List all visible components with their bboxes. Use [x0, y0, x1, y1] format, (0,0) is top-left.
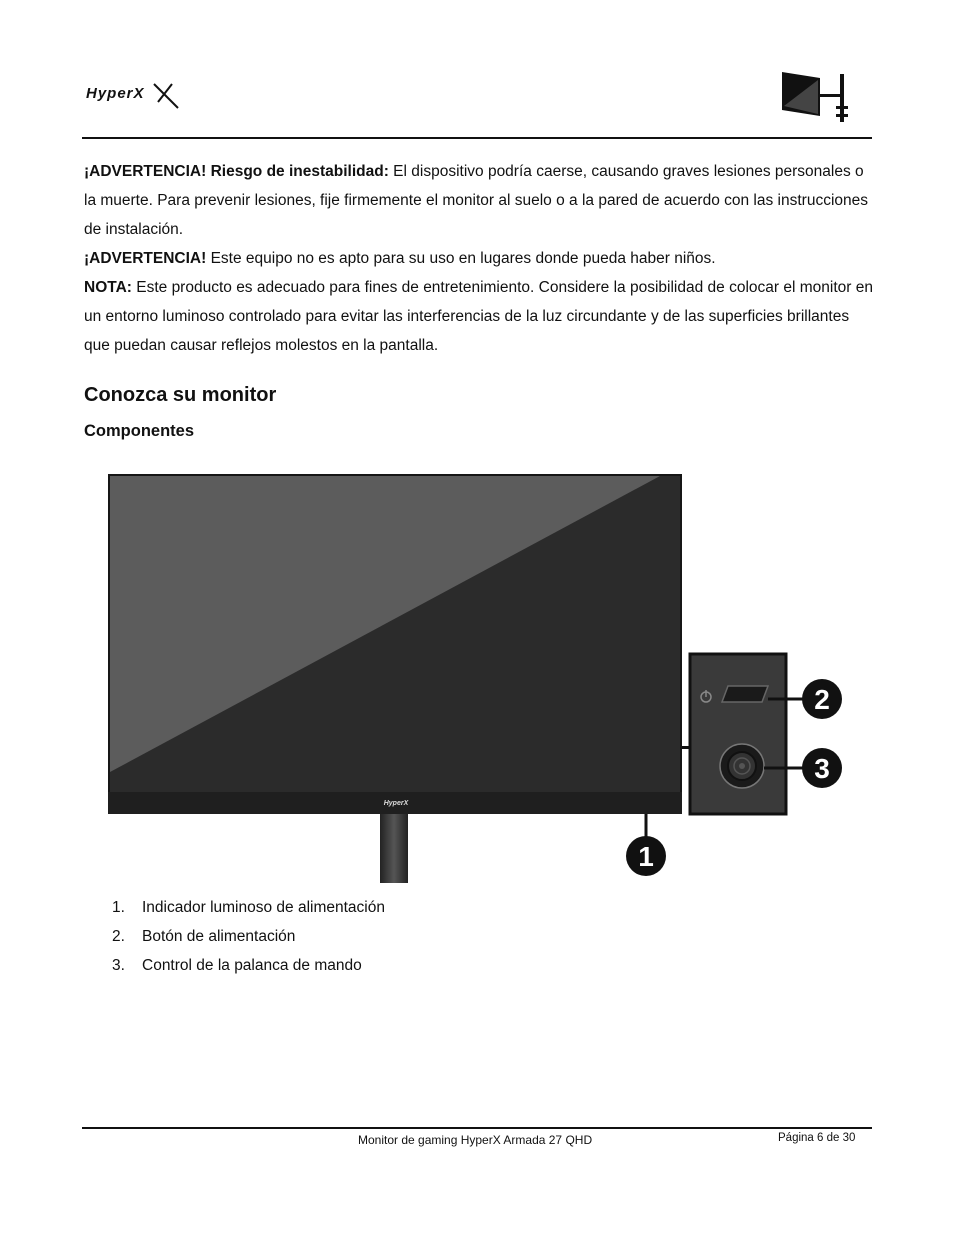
subsection-title: Componentes	[84, 422, 195, 440]
footer-rule	[82, 1127, 872, 1129]
monitor-arm-icon	[780, 70, 850, 124]
warning-label: ¡ADVERTENCIA!	[84, 250, 207, 267]
callout-3-label: 3	[814, 753, 830, 784]
footer-page-number: Página 6 de 30	[778, 1132, 856, 1144]
note-label: NOTA:	[84, 279, 132, 296]
monitor-figure	[100, 468, 860, 888]
list-item: 1. Indicador luminoso de alimentación	[112, 899, 385, 916]
warning-text: El dispositivo podría caerse, causando graves lesiones personales o la muerte. Para prevenir lesiones, fije firmemente el monitor al suelo o a la pared de acuerdo con las instrucciones de instalación.	[84, 163, 869, 238]
warning-children	[84, 244, 874, 273]
logo-text: HyperX	[86, 85, 145, 102]
warnings-block	[84, 157, 874, 360]
components-list	[112, 893, 385, 980]
list-item: 3. Control de la palanca de mando	[112, 957, 362, 974]
warning-instability	[84, 157, 874, 244]
note-text: Este producto es adecuado para fines de entretenimiento. Considere la posibilidad de colocar el monitor en un entorno luminoso controlado para evitar las interferencias de la luz circundante y de las superficies brillantes que puedan causar reflejos molestos en la pantalla.	[84, 279, 873, 354]
joystick-icon	[720, 744, 764, 788]
note	[84, 273, 874, 360]
power-button-shape	[722, 686, 768, 702]
list-item: 2. Botón de alimentación	[112, 928, 296, 945]
header-rule	[82, 137, 872, 139]
bezel-logo: HyperX	[383, 800, 409, 807]
section-title: Conozca su monitor	[84, 384, 277, 406]
callout-2-label: 2	[814, 684, 830, 715]
warning-label: ¡ADVERTENCIA! Riesgo de inestabilidad:	[84, 163, 389, 180]
hyperx-logo	[84, 80, 180, 110]
footer-doc-title: Monitor de gaming HyperX Armada 27 QHD	[358, 1133, 593, 1147]
warning-text: Este equipo no es apto para su uso en lugares donde pueda haber niños.	[206, 250, 716, 267]
callout-1-label: 1	[638, 841, 654, 872]
